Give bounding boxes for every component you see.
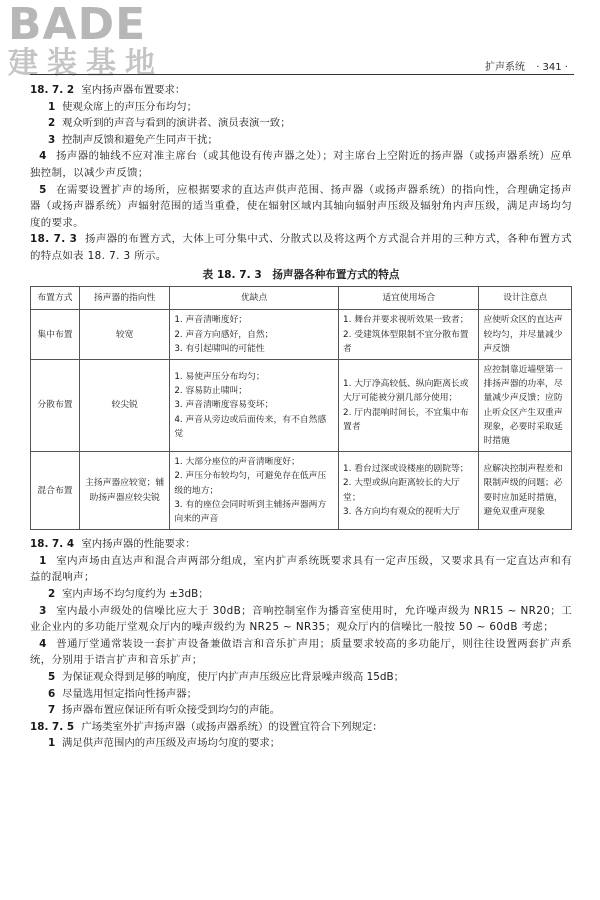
section-number: 18. 7. 2 [30,84,75,96]
cell-pros-cons: 1. 大部分座位的声音清晰度好； 2. 声压分布较均匀，可避免存在低声压级的地方； 3. 有的座位会同时听到主辅扬声器两方向来的声音 [170,452,339,530]
table-row [31,310,572,360]
list-item: 1 满足供声范围内的声压级及声场均匀度的要求； [48,737,281,750]
cell-directivity: 主扬声器应较宽；辅助扬声器应较尖锐 [79,452,169,530]
speaker-layout-table [30,286,572,530]
cell-design-note: 应解决控制声程差和限制声级的问题；必要时应加延时措施，避免双重声现象 [479,452,572,530]
section-title: 室内扬声器布置要求： [81,84,186,96]
list-item: 4 普通厅堂通常装设一套扩声设备兼做语言和音乐扩声用；质量要求较高的多功能厅，则往往设置两套扩声系统，分别用于语言扩声和音乐扩声； [30,637,572,667]
header-rule [30,74,574,75]
page-number: · 341 · [536,62,568,73]
cell-mode: 混合布置 [31,452,80,530]
watermark-logo [8,2,188,80]
section-number: 18. 7. 4 [30,538,75,551]
heading-18-7-4 [30,536,572,553]
logo-brand: BADE [8,0,147,50]
cell-directivity: 较宽 [79,310,169,360]
col-header: 设计注意点 [479,287,572,310]
logo-brand-cn: 建装基地 [8,46,164,81]
cell-use-case: 1. 舞台并要求视听效果一致者； 2. 受建筑体型限制不宜分散布置者 [339,310,479,360]
list-item: 5 为保证观众得到足够的响度，使厅内扩声声压级应比背景噪声级高 15dB； [48,670,404,683]
section-title: 广场类室外扩声扬声器（或扬声器系统）的设置宜符合下列规定： [81,720,383,733]
cell-mode: 集中布置 [31,310,80,360]
list-item: 1 使观众席上的声压分布均匀； [48,100,198,113]
col-header: 布置方式 [31,287,80,310]
cell-design-note: 应控制靠近墙壁第一排扬声器的功率，尽量减少声反馈；应防止听众区产生双重声现象，必要时采取延时措施 [479,359,572,451]
col-header: 适宜使用场合 [339,287,479,310]
cell-design-note: 应使听众区的直达声较均匀，并尽量减少声反馈 [479,310,572,360]
table-header-row [31,287,572,310]
section-title: 室内扬声器的性能要求： [81,538,196,551]
cell-mode: 分散布置 [31,359,80,451]
list-item: 2 观众听到的声音与看到的演讲者、演员表演一致； [48,117,291,130]
list-item: 4 扬声器的轴线不应对准主席台（或其他设有传声器之处）；对主席台上空附近的扬声器（或扬声器系统）应单独控制，以减少声反馈； [30,150,572,179]
col-header: 优缺点 [170,287,339,310]
running-header [485,58,568,73]
table-row [31,452,572,530]
page-body [30,82,572,752]
list-item: 5 在需要设置扩声的场所，应根据要求的直达声供声范围、扬声器（或扬声器系统）的指向性，合理确定扬声器（或扬声器系统）声辐射范围的适当重叠，使在辐射区域内其轴向辐射声压级及辐射角内声压级，满足声场均匀度的要求。 [30,183,572,229]
header-section: 扩声系统 [485,62,525,73]
cell-pros-cons: 1. 声音清晰度好； 2. 声音方向感好，自然； 3. 有引起啸叫的可能性 [170,310,339,360]
list-item: 3 室内最小声级处的信噪比应大于 30dB；音响控制室作为播音室使用时，允许噪声级为 NR15 ~ NR20；工业企业内的多功能厅堂观众厅内的噪声级约为 NR25 ~ NR35；观众厅内的信噪比一般按 50 ~ 60dB 考虑； [30,604,572,634]
list-item: 6 尽量选用恒定指向性扬声器； [48,687,198,700]
heading-18-7-2 [30,82,572,99]
cell-use-case: 1. 看台过深或设楼座的剧院等； 2. 大型或纵向距离较长的大厅堂； 3. 各方向均有观众的视听大厅 [339,452,479,530]
list-item: 1 室内声场由直达声和混合声两部分组成，室内扩声系统既要求具有一定声压级，又要求具有一定直达声和有益的混响声； [30,554,572,584]
cell-directivity: 较尖锐 [79,359,169,451]
col-header: 扬声器的指向性 [79,287,169,310]
table-caption: 表 18. 7. 3 扬声器各种布置方式的特点 [202,268,400,281]
list-item: 2 室内声场不均匀度约为 ±3dB； [48,587,209,600]
section-number: 18. 7. 3 [30,233,78,246]
section-text: 扬声器的布置方式，大体上可分集中式、分散式以及将这两个方式混合并用的三种方式，各种布置方式的特点如表 18. 7. 3 所示。 [30,233,572,262]
cell-use-case: 1. 大厅净高较低、纵向距离长或大厅可能被分割几部分使用； 2. 厅内混响时间长，不宜集中布置者 [339,359,479,451]
list-item: 3 控制声反馈和避免产生同声干扰； [48,133,218,146]
table-row [31,359,572,451]
section-number: 18. 7. 5 [30,720,75,733]
cell-pros-cons: 1. 易使声压分布均匀； 2. 容易防止啸叫； 3. 声音清晰度容易变坏； 4. 声音从旁边或后面传来，有不自然感觉 [170,359,339,451]
heading-18-7-5 [30,719,572,736]
list-item: 7 扬声器布置应保证所有听众接受到均匀的声能。 [48,704,281,717]
heading-18-7-3 [30,231,572,264]
